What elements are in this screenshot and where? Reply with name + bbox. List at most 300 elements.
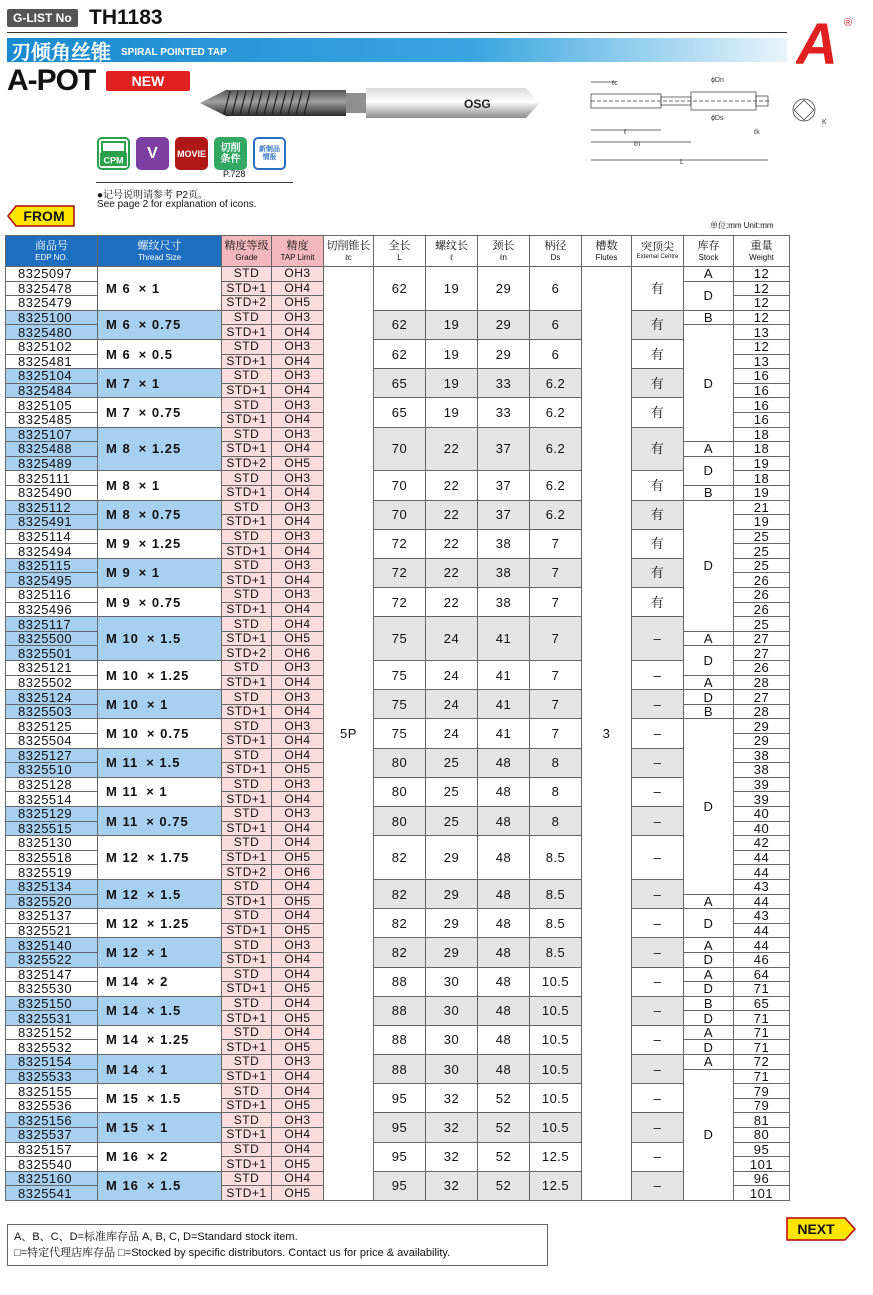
thread-size [98,1171,222,1200]
thread-length: 22 [426,500,478,529]
weight: 39 [734,792,790,807]
overall-length: 88 [374,996,426,1025]
external-centre: – [632,748,684,777]
thread-length: 29 [426,938,478,967]
overall-length: 95 [374,1113,426,1142]
stock-code: D [684,1011,734,1026]
grade: STD [222,588,272,603]
col-l: 螺纹长 ℓ [426,236,478,267]
neck-length: 52 [478,1142,530,1171]
edp-number: 8325503 [6,704,98,719]
edp-number: 8325515 [6,821,98,836]
table-body [6,267,790,1201]
external-centre: – [632,938,684,967]
grade: STD [222,558,272,573]
table-row [6,748,790,763]
table-row [6,500,790,515]
table-row [6,1142,790,1157]
edp-number: 8325130 [6,836,98,851]
overall-length: 62 [374,339,426,368]
overall-length: 70 [374,471,426,500]
tap-limit: OH3 [272,719,324,734]
weight: 18 [734,427,790,442]
edp-number: 8325121 [6,661,98,676]
overall-length: 82 [374,879,426,908]
tap-limit: OH4 [272,675,324,690]
overall-length: 62 [374,310,426,339]
thread-length: 30 [426,967,478,996]
edp-number: 8325521 [6,923,98,938]
label-l: ℓ [624,129,627,136]
grade: STD [222,748,272,763]
thread-length: 25 [426,806,478,835]
weight: 80 [734,1128,790,1143]
overall-length: 75 [374,617,426,661]
grade: STD+1 [222,485,272,500]
tap-limit: OH3 [272,661,324,676]
from-button[interactable] [7,205,75,232]
weight: 95 [734,1142,790,1157]
edp-number: 8325532 [6,1040,98,1055]
edp-number: 8325129 [6,806,98,821]
thread-length: 29 [426,879,478,908]
external-centre: 有 [632,339,684,368]
edp-number: 8325533 [6,1069,98,1084]
grade: STD [222,427,272,442]
thread-length: 24 [426,661,478,690]
shank-diameter: 7 [530,719,582,748]
thread-diameter: M 8 [106,477,131,493]
tap-limit: OH3 [272,471,324,486]
edp-number: 8325152 [6,1025,98,1040]
neck-length: 33 [478,398,530,427]
edp-number: 8325488 [6,442,98,457]
tap-limit: OH3 [272,690,324,705]
external-centre: – [632,1113,684,1142]
tap-limit: OH3 [272,310,324,325]
table-row [6,1084,790,1099]
grade: STD [222,369,272,384]
thread-length: 24 [426,617,478,661]
table-row [6,909,790,924]
weight: 71 [734,1069,790,1084]
icon-page-ref[interactable]: P.728 [223,169,246,179]
external-centre: – [632,1084,684,1113]
edp-number: 8325541 [6,1186,98,1201]
grade: STD [222,398,272,413]
grade: STD+1 [222,1069,272,1084]
tap-limit: OH4 [272,412,324,427]
shank-diameter: 6.2 [530,471,582,500]
cpm-icon [97,137,130,170]
tap-limit: OH4 [272,602,324,617]
tap-limit: OH4 [272,1128,324,1143]
thread-pitch: × 2 [146,974,169,990]
external-centre: – [632,1171,684,1200]
shank-diameter: 10.5 [530,967,582,996]
overall-length: 65 [374,398,426,427]
thread-diameter: M 12 [106,944,139,960]
weight: 16 [734,383,790,398]
thread-diameter: M 14 [106,1003,139,1019]
label-k: K [822,119,827,126]
tap-image [196,82,561,124]
external-centre: – [632,1025,684,1054]
tap-limit: OH3 [272,806,324,821]
edp-number: 8325155 [6,1084,98,1099]
shank-diameter: 8 [530,806,582,835]
tap-limit: OH4 [272,1084,324,1099]
thread-diameter: M 14 [106,974,139,990]
thread-size [98,267,222,311]
external-centre: 有 [632,427,684,471]
edp-number: 8325485 [6,412,98,427]
tap-limit: OH5 [272,1157,324,1172]
shank-diameter: 7 [530,558,582,587]
edp-number: 8325501 [6,646,98,661]
weight: 12 [734,310,790,325]
table-row [6,398,790,413]
shank-diameter: 10.5 [530,1055,582,1084]
grade: STD+1 [222,850,272,865]
edp-number: 8325495 [6,573,98,588]
thread-pitch: × 1.25 [146,667,190,683]
thread-pitch: × 1.75 [146,850,190,866]
weight: 71 [734,1011,790,1026]
thread-length: 22 [426,427,478,471]
thread-length: 25 [426,748,478,777]
thread-diameter: M 9 [106,536,131,552]
overall-length: 95 [374,1142,426,1171]
table-row [6,879,790,894]
col-grade: 精度等级 Grade [222,236,272,267]
table-row [6,427,790,442]
stock-code: B [684,996,734,1011]
shank-diameter: 8.5 [530,879,582,908]
neck-length: 29 [478,339,530,368]
shank-diameter: 6 [530,267,582,311]
thread-size [98,398,222,427]
stock-code: D [684,690,734,705]
thread-diameter: M 9 [106,565,131,581]
tap-limit: OH4 [272,485,324,500]
legend-distributor: □=特定代理店库存品 □=Stocked by specific distributors. Contact us for price & availability. [14,1247,451,1259]
weight: 81 [734,1113,790,1128]
edp-number: 8325112 [6,500,98,515]
edp-number: 8325150 [6,996,98,1011]
grade: STD [222,909,272,924]
external-centre: – [632,806,684,835]
tap-limit: OH5 [272,1186,324,1201]
neck-length: 48 [478,836,530,880]
thread-size [98,558,222,587]
weight: 28 [734,675,790,690]
thread-size [98,909,222,938]
thread-diameter: M 9 [106,594,131,610]
weight: 26 [734,573,790,588]
tap-limit: OH4 [272,821,324,836]
col-L: 全长 L [374,236,426,267]
external-centre: – [632,836,684,880]
neck-length: 48 [478,1055,530,1084]
note-en: See page 2 for explanation of icons. [97,199,257,210]
external-centre: – [632,1142,684,1171]
neck-length: 52 [478,1113,530,1142]
tap-limit: OH5 [272,894,324,909]
product-name: A-POT [7,64,96,97]
weight: 64 [734,967,790,982]
external-centre: 有 [632,558,684,587]
grade: STD [222,938,272,953]
external-centre: – [632,879,684,908]
thread-length: 19 [426,398,478,427]
table-row [6,690,790,705]
tap-limit: OH4 [272,1069,324,1084]
thread-diameter: M 8 [106,507,131,523]
thread-pitch: × 1.25 [146,915,190,931]
thread-length: 32 [426,1113,478,1142]
shank-diameter: 12.5 [530,1171,582,1200]
thread-diameter: M 7 [106,375,131,391]
thread-diameter: M 11 [106,755,139,771]
thread-length: 30 [426,1025,478,1054]
overall-length: 65 [374,369,426,398]
movie-icon: MOVIE [175,137,208,170]
overall-length: 82 [374,938,426,967]
weight: 19 [734,515,790,530]
external-centre: – [632,909,684,938]
weight: 18 [734,442,790,457]
thread-diameter: M 10 [106,667,139,683]
thread-diameter: M 10 [106,696,139,712]
cutting-conditions-icon[interactable]: 切削 条件 [214,137,247,170]
product-table [5,235,790,1201]
from-label: FROM [23,208,65,224]
grade: STD+1 [222,982,272,997]
thread-length: 32 [426,1084,478,1113]
label-lc: ℓc [612,80,618,87]
next-label: NEXT [797,1221,835,1237]
grade: STD [222,996,272,1011]
edp-number: 8325520 [6,894,98,909]
tap-limit: OH4 [272,1142,324,1157]
weight: 46 [734,952,790,967]
weight: 71 [734,1040,790,1055]
overall-length: 72 [374,529,426,558]
weight: 72 [734,1055,790,1070]
grade: STD+1 [222,515,272,530]
thread-diameter: M 14 [106,1032,139,1048]
units-label: 单位:mm Unit:mm [710,221,774,230]
tap-limit: OH5 [272,1040,324,1055]
thread-size [98,427,222,471]
svg-text:OSG: OSG [464,97,491,111]
thread-size [98,1055,222,1084]
tap-limit: OH6 [272,646,324,661]
grade: STD [222,777,272,792]
neck-length: 29 [478,310,530,339]
edp-number: 8325496 [6,602,98,617]
thread-length: 24 [426,690,478,719]
table-row [6,1113,790,1128]
weight: 44 [734,923,790,938]
edp-number: 8325540 [6,1157,98,1172]
edp-number: 8325504 [6,734,98,749]
tap-limit: OH4 [272,617,324,632]
next-button[interactable] [786,1217,856,1246]
thread-diameter: M 16 [106,1178,139,1194]
thread-pitch: × 1.5 [146,1090,182,1106]
new-product-icon: 新制品 情报 [253,137,286,170]
stock-code: B [684,310,734,325]
grade: STD+1 [222,602,272,617]
thread-size [98,339,222,368]
thread-pitch: × 0.75 [146,726,190,741]
weight: 44 [734,894,790,909]
thread-diameter: M 12 [106,915,139,931]
weight: 71 [734,1025,790,1040]
thread-length: 22 [426,588,478,617]
edp-number: 8325124 [6,690,98,705]
neck-length: 48 [478,938,530,967]
col-ln: 颈长 ℓn [478,236,530,267]
table-row [6,558,790,573]
col-ds: 柄径 Ds [530,236,582,267]
thread-length: 19 [426,369,478,398]
thread-pitch: × 1 [138,375,161,391]
overall-length: 95 [374,1171,426,1200]
tap-limit: OH5 [272,850,324,865]
tap-limit: OH5 [272,631,324,646]
external-centre: – [632,967,684,996]
weight: 71 [734,982,790,997]
weight: 44 [734,938,790,953]
overall-length: 62 [374,267,426,311]
thread-size [98,806,222,835]
edp-number: 8325479 [6,296,98,311]
edp-number: 8325137 [6,909,98,924]
col-lc: 切削锥长 ℓc [324,236,374,267]
overall-length: 88 [374,1055,426,1084]
edp-number: 8325480 [6,325,98,340]
shank-diameter: 10.5 [530,996,582,1025]
edp-number: 8325157 [6,1142,98,1157]
tap-dimension-diagram [576,72,861,182]
label-ln: ℓn [634,141,641,148]
tap-limit: OH5 [272,456,324,471]
thread-length: 29 [426,909,478,938]
external-centre: 有 [632,369,684,398]
svg-text:CPM: CPM [103,155,124,166]
external-centre: – [632,617,684,661]
overall-length: 75 [374,661,426,690]
external-centre: 有 [632,500,684,529]
table-row [6,806,790,821]
overall-length: 72 [374,588,426,617]
top-rule [7,32,787,33]
grade: STD [222,617,272,632]
thread-pitch: × 1.25 [146,1032,190,1048]
edp-number: 8325147 [6,967,98,982]
weight: 40 [734,821,790,836]
grade: STD [222,1055,272,1070]
grade: STD+2 [222,456,272,471]
stock-code: D [684,500,734,631]
overall-length: 80 [374,748,426,777]
weight: 26 [734,588,790,603]
grade: STD+1 [222,763,272,778]
thread-size [98,471,222,500]
shank-diameter: 8.5 [530,938,582,967]
grade: STD+1 [222,734,272,749]
thread-diameter: M 11 [106,784,139,800]
neck-length: 48 [478,748,530,777]
tap-limit: OH3 [272,1055,324,1070]
weight: 96 [734,1171,790,1186]
edp-number: 8325128 [6,777,98,792]
overall-length: 82 [374,836,426,880]
thread-pitch: × 1 [146,696,169,712]
edp-number: 8325104 [6,369,98,384]
shank-diameter: 6.2 [530,500,582,529]
thread-size [98,748,222,777]
stock-code: D [684,719,734,894]
overall-length: 82 [374,909,426,938]
table-row [6,661,790,676]
thread-diameter: M 6 [106,346,131,362]
grade: STD+1 [222,412,272,427]
weight: 65 [734,996,790,1011]
weight: 25 [734,529,790,544]
grade: STD [222,806,272,821]
grade: STD+1 [222,573,272,588]
tap-limit: OH4 [272,879,324,894]
tap-limit: OH4 [272,544,324,559]
weight: 44 [734,850,790,865]
table-row [6,339,790,354]
thread-size [98,1084,222,1113]
edp-number: 8325518 [6,850,98,865]
table-row [6,617,790,632]
thread-size [98,529,222,558]
shank-diameter: 7 [530,588,582,617]
thread-diameter: M 10 [106,726,139,741]
edp-number: 8325494 [6,544,98,559]
grade: STD+1 [222,792,272,807]
neck-length: 29 [478,267,530,311]
grade: STD [222,267,272,282]
tap-limit: OH5 [272,923,324,938]
overall-length: 80 [374,777,426,806]
neck-length: 33 [478,369,530,398]
shank-diameter: 12.5 [530,1142,582,1171]
tap-limit: OH4 [272,1025,324,1040]
grade: STD [222,719,272,734]
shank-diameter: 8.5 [530,909,582,938]
tap-limit: OH4 [272,325,324,340]
weight: 12 [734,339,790,354]
thread-size [98,661,222,690]
thread-pitch: × 1.25 [138,536,182,552]
edp-number: 8325481 [6,354,98,369]
weight: 13 [734,325,790,340]
col-flutes: 槽数 Flutes [582,236,632,267]
tap-limit: OH3 [272,427,324,442]
table-row [6,967,790,982]
shank-diameter: 7 [530,529,582,558]
weight: 29 [734,734,790,749]
tap-limit: OH5 [272,763,324,778]
